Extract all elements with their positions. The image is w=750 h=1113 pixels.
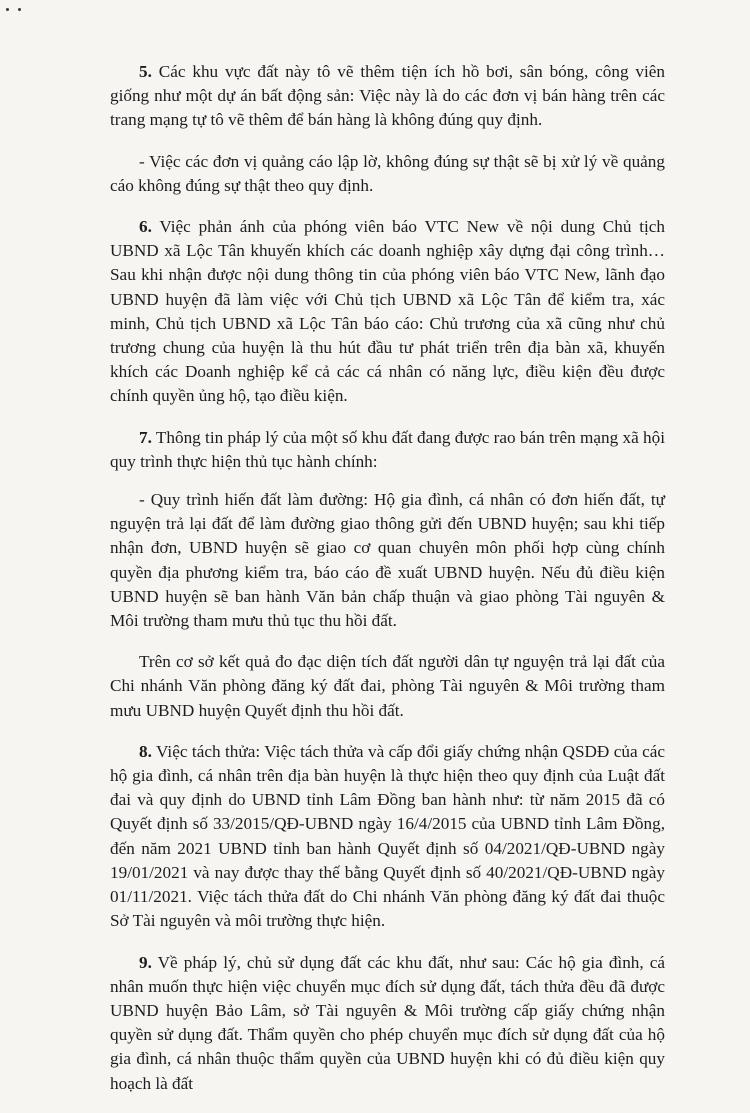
scan-speck [18,8,21,11]
paragraph-5 [110,60,665,133]
item-number: 6. [139,217,152,237]
paragraph-8 [110,740,665,934]
paragraph-7 [110,426,665,474]
item-number: 9. [139,952,152,972]
paragraph-text: Việc phản ánh của phóng viên báo VTC New về nội dung Chủ tịch UBND xã Lộc Tân khuyến khích các doanh nghiệp xây dựng đại công trình…Sau khi nhận được nội dung thông tin của phóng viên báo VTC New, lãnh đạo UBND huyện đã làm việc với Chủ tịch UBND xã Lộc Tân để kiểm tra, xác minh, Chủ tịch UBND xã Lộc Tân báo cáo: Chủ trương của xã cũng như chủ trương chung của huyện là thu hút đầu tư phát triển trên địa bàn xã, khuyến khích các Doanh nghiệp kể cả các cá nhân có năng lực, điều kiện đều được chính quyền ủng hộ, tạo điều kiện. [110,217,665,406]
paragraph-text: Thông tin pháp lý của một số khu đất đang được rao bán trên mạng xã hội quy trình thực hiện thủ tục hành chính: [110,427,665,471]
scan-speck [6,8,9,11]
paragraph-text: Các khu vực đất này tô vẽ thêm tiện ích hồ bơi, sân bóng, công viên giống như một dự án bất động sản: Việc này là do các đơn vị bán hàng trên các trang mạng tự tô vẽ thêm để bán hàng là không đúng quy định. [110,62,665,130]
item-number: 7. [139,427,152,447]
paragraph-6 [110,215,665,409]
paragraph-9 [110,951,665,1096]
item-number: 8. [139,741,152,761]
paragraph-text: Về pháp lý, chủ sử dụng đất các khu đất, như sau: Các hộ gia đình, cá nhân muốn thực hiện việc chuyển mục đích sử dụng đất, tách thửa đều đã được UBND huyện Bảo Lâm, sở Tài nguyên & Môi trường cấp giấy chứng nhận quyền sử dụng đất. Thẩm quyền cho phép chuyển mục đích sử dụng đất của hộ gia đình, cá nhân thuộc thẩm quyền của UBND huyện khi có đủ điều kiện quy hoạch là đất [110,952,665,1093]
paragraph-7-process: - Quy trình hiến đất làm đường: Hộ gia đình, cá nhân có đơn hiến đất, tự nguyện trả lại đất để làm đường giao thông gửi đến UBND huyện; sau khi tiếp nhận đơn, UBND huyện sẽ giao cơ quan chuyên môn phối hợp cùng chính quyền địa phương kiểm tra, báo cáo đề xuất UBND huyện. Nếu đủ điều kiện UBND huyện sẽ ban hành Văn bản chấp thuận và giao phòng Tài nguyên & Môi trường tham mưu thủ tục thu hồi đất. [110,490,665,631]
item-number: 5. [139,62,152,81]
paragraph-5-note: - Việc các đơn vị quảng cáo lập lờ, không đúng sự thật sẽ bị xử lý về quảng cáo không đúng sự thật theo quy định. [110,151,665,195]
paragraph-7-basis: Trên cơ sở kết quả đo đạc diện tích đất người dân tự nguyện trả lại đất của Chi nhánh Văn phòng đăng ký đất đai, phòng Tài nguyên & Môi trường tham mưu UBND huyện Quyết định thu hồi đất. [110,652,665,720]
document-body [110,60,665,1113]
paragraph-text: Việc tách thửa: Việc tách thửa và cấp đổi giấy chứng nhận QSDĐ của các hộ gia đình, cá nhân trên địa bàn huyện là thực hiện theo quy định của Luật đất đai và quy định do UBND tỉnh Lâm Đồng ban hành như: từ năm 2015 đã có Quyết định số 33/2015/QĐ-UBND ngày 16/4/2015 của UBND tỉnh Lâm Đồng, đến năm 2021 UBND tỉnh ban hành Quyết định số 04/2021/QĐ-UBND ngày 19/01/2021 và nay được thay thế bằng Quyết định số 40/2021/QĐ-UBND ngày 01/11/2021. Việc tách thửa đất do Chi nhánh Văn phòng đăng ký đất đai thuộc Sở Tài nguyên và môi trường thực hiện. [110,741,665,931]
